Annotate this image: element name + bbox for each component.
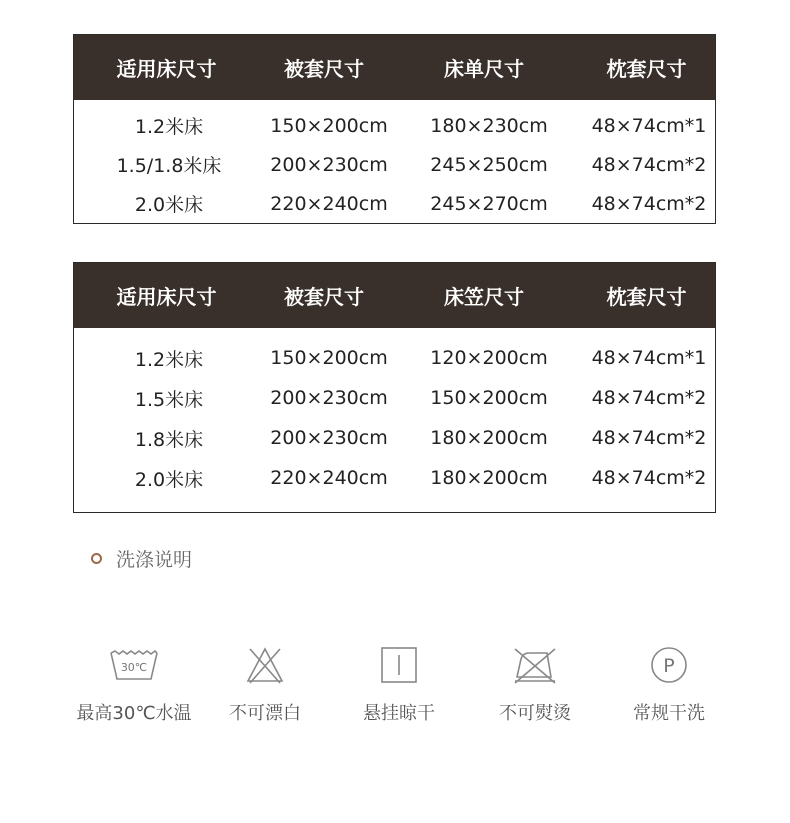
dry-clean-letter: P xyxy=(663,655,675,677)
table-cell: 200×230cm xyxy=(270,427,388,449)
header-cell: 被套尺寸 xyxy=(284,285,364,309)
table-cell: 220×240cm xyxy=(270,467,388,489)
no-iron-icon xyxy=(511,645,559,685)
table-cell: 48×74cm*2 xyxy=(591,192,707,215)
header-cell: 床笠尺寸 xyxy=(444,285,524,309)
table-cell: 245×250cm xyxy=(430,153,548,176)
table-header xyxy=(74,263,715,328)
table-cell: 180×200cm xyxy=(430,427,548,449)
header-cell: 枕套尺寸 xyxy=(606,285,687,309)
table-cell: 150×200cm xyxy=(270,347,388,369)
table-cell: 1.5/1.8米床 xyxy=(116,155,222,177)
hang-dry-icon xyxy=(379,645,419,685)
care-label: 不可熨烫 xyxy=(499,703,571,724)
table-cell: 200×230cm xyxy=(270,387,388,409)
care-item-dry-clean xyxy=(594,645,744,725)
table-row xyxy=(74,418,715,458)
wash-temp-text: 30℃ xyxy=(120,661,148,674)
table-row xyxy=(74,458,715,498)
care-item-no-bleach xyxy=(190,645,340,725)
table-cell: 150×200cm xyxy=(430,387,548,409)
table-cell: 180×230cm xyxy=(430,114,548,137)
header-cell: 适用床尺寸 xyxy=(116,285,217,309)
dry-clean-icon xyxy=(649,645,689,685)
table-cell: 200×230cm xyxy=(270,153,388,176)
wash-30-icon xyxy=(107,645,161,685)
table-cell: 245×270cm xyxy=(430,192,548,215)
table-cell: 48×74cm*2 xyxy=(591,467,707,489)
table-row xyxy=(74,338,715,378)
header-cell: 适用床尺寸 xyxy=(116,57,217,81)
wash-section-title xyxy=(91,545,192,572)
table-header xyxy=(74,35,715,100)
care-label: 常规干洗 xyxy=(633,703,705,724)
table-cell: 48×74cm*1 xyxy=(591,114,707,137)
table-cell: 150×200cm xyxy=(270,114,388,137)
care-label: 不可漂白 xyxy=(229,703,301,724)
header-cell: 被套尺寸 xyxy=(284,57,364,81)
care-label: 最高30℃水温 xyxy=(76,703,192,724)
table-cell: 48×74cm*1 xyxy=(591,347,707,369)
care-item-wash xyxy=(59,645,209,725)
table-row xyxy=(74,145,715,184)
table-cell: 1.5米床 xyxy=(134,388,204,411)
table-cell: 180×200cm xyxy=(430,467,548,489)
table-cell: 1.2米床 xyxy=(134,348,204,371)
table-cell: 48×74cm*2 xyxy=(591,427,707,449)
table-cell: 2.0米床 xyxy=(134,194,204,216)
table-row xyxy=(74,184,715,223)
table-row xyxy=(74,378,715,418)
no-bleach-icon xyxy=(245,645,285,685)
care-label: 悬挂晾干 xyxy=(363,703,435,724)
table-cell: 1.2米床 xyxy=(134,116,204,138)
care-item-no-iron xyxy=(460,645,610,725)
table-cell: 48×74cm*2 xyxy=(591,387,707,409)
table-cell: 1.8米床 xyxy=(134,428,204,451)
header-cell: 枕套尺寸 xyxy=(606,57,687,81)
table-cell: 220×240cm xyxy=(270,192,388,215)
table-cell: 120×200cm xyxy=(430,347,548,369)
bullet-dot-icon xyxy=(91,553,102,564)
table-row xyxy=(74,106,715,145)
size-table-2 xyxy=(73,262,716,513)
table-cell: 48×74cm*2 xyxy=(591,153,707,176)
wash-title-text: 洗涤说明 xyxy=(116,549,193,571)
care-item-hang-dry xyxy=(324,645,474,725)
table-cell: 2.0米床 xyxy=(134,468,204,491)
size-table-1 xyxy=(73,34,716,224)
header-cell: 床单尺寸 xyxy=(444,57,524,81)
